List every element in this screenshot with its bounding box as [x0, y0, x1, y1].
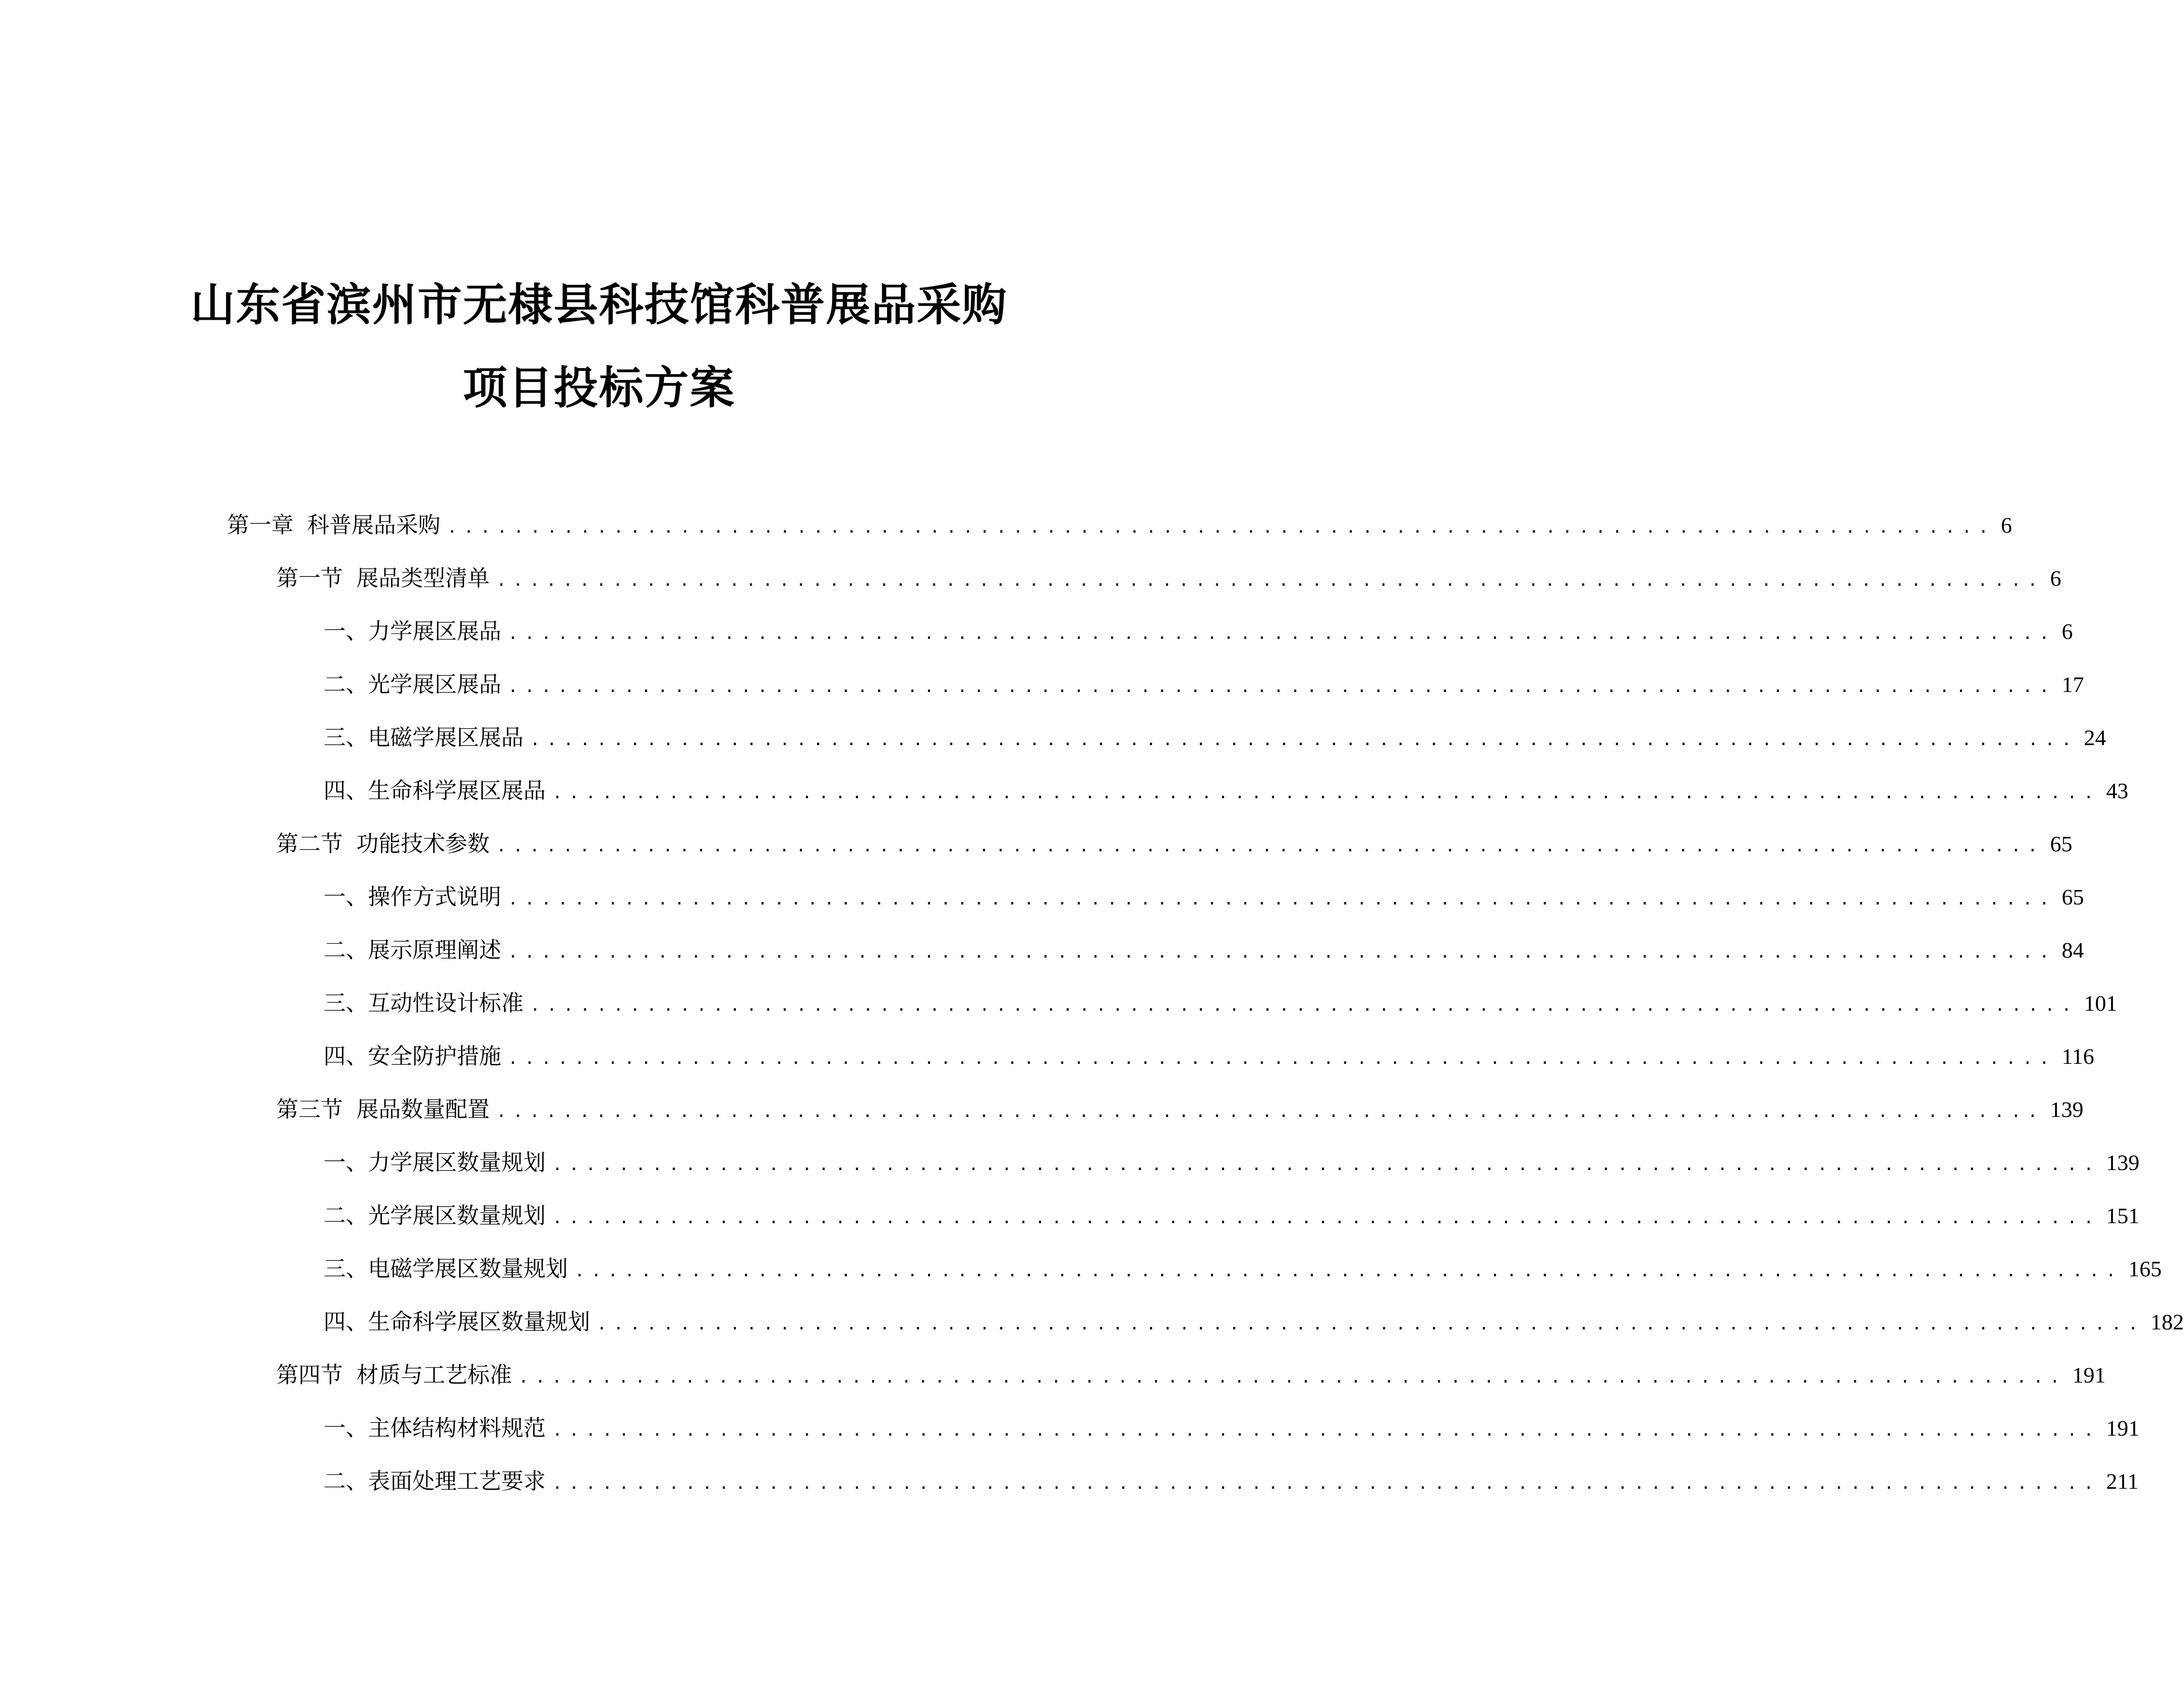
toc-entry-number: 二、	[324, 937, 368, 963]
toc-entry-item[interactable]	[324, 614, 2073, 648]
toc-entry-section-3[interactable]	[276, 1092, 2084, 1126]
toc-entry-title: 科普展品采购	[307, 512, 440, 538]
toc-entry-number: 四、	[324, 1043, 368, 1069]
toc-dot-leader: .............................................................................................	[508, 624, 2056, 643]
toc-entry-title: 互动性设计标准	[368, 990, 523, 1016]
toc-entry-number: 一、	[324, 1149, 368, 1175]
toc-entry-title: 光学展区数量规划	[368, 1202, 546, 1228]
toc-entry-section-4[interactable]	[276, 1358, 2106, 1392]
toc-entry-title: 光学展区展品	[368, 671, 501, 697]
toc-entry-page-number: 65	[2061, 885, 2084, 909]
toc-entry-page-number: 6	[2061, 619, 2073, 644]
toc-entry-number: 三、	[324, 1256, 368, 1282]
toc-entry-section-1[interactable]	[276, 561, 2061, 595]
toc-entry-item[interactable]	[324, 1199, 2140, 1232]
toc-dot-leader: .............................................................................................	[552, 1474, 2100, 1493]
toc-dot-leader: .............................................................................................	[552, 1421, 2100, 1440]
toc-entry-title: 电磁学展区数量规划	[368, 1256, 568, 1282]
toc-entry-number: 第四节	[276, 1362, 343, 1388]
toc-entry-item[interactable]	[324, 933, 2084, 967]
toc-entry-number: 三、	[324, 724, 368, 750]
toc-entry-chapter-1[interactable]	[227, 508, 2012, 542]
toc-dot-leader: .............................................................................................	[496, 571, 2044, 590]
toc-entry-item[interactable]	[324, 986, 2117, 1020]
document-title-line-1: 山东省滨州市无棣县科技馆科普展品采购	[190, 279, 1008, 331]
toc-entry-number: 三、	[324, 990, 368, 1016]
toc-entry-page-number: 116	[2061, 1044, 2094, 1069]
toc-dot-leader: .............................................................................................	[508, 1049, 2056, 1068]
toc-entry-page-number: 139	[2106, 1150, 2140, 1175]
toc-entry-title: 主体结构材料规范	[368, 1415, 546, 1441]
toc-entry-page-number: 43	[2106, 778, 2128, 803]
toc-entry-item[interactable]	[324, 880, 2084, 914]
toc-entry-page-number: 6	[2050, 566, 2061, 591]
toc-entry-page-number: 211	[2106, 1469, 2139, 1494]
toc-entry-title: 电磁学展区展品	[368, 724, 523, 750]
toc-dot-leader: .............................................................................................	[496, 1102, 2044, 1121]
toc-dot-leader: .............................................................................................	[447, 518, 1995, 537]
toc-dot-leader: .............................................................................................	[508, 943, 2056, 962]
toc-entry-number: 四、	[324, 777, 368, 804]
toc-entry-item[interactable]	[324, 1252, 2162, 1285]
toc-entry-item[interactable]	[324, 1464, 2139, 1498]
toc-entry-number: 一、	[324, 1415, 368, 1441]
toc-entry-number: 一、	[324, 618, 368, 644]
toc-entry-item[interactable]	[324, 1305, 2184, 1339]
toc-entry-page-number: 191	[2106, 1416, 2140, 1440]
toc-dot-leader: .............................................................................................	[552, 1155, 2100, 1174]
toc-entry-page-number: 84	[2061, 938, 2084, 962]
toc-entry-page-number: 101	[2084, 991, 2117, 1016]
toc-dot-leader: .............................................................................................	[508, 677, 2056, 696]
toc-entry-number: 第一章	[227, 512, 294, 538]
toc-entry-title: 材质与工艺标准	[356, 1362, 512, 1388]
toc-entry-item[interactable]	[324, 1039, 2094, 1073]
toc-dot-leader: .............................................................................................	[552, 1208, 2100, 1228]
toc-dot-leader: .............................................................................................	[508, 889, 2056, 909]
toc-dot-leader: .............................................................................................	[530, 730, 2078, 749]
toc-entry-page-number: 151	[2106, 1203, 2140, 1228]
toc-entry-page-number: 24	[2084, 725, 2106, 750]
toc-dot-leader: .............................................................................................	[552, 783, 2100, 803]
toc-entry-page-number: 6	[2001, 513, 2012, 537]
toc-entry-title: 展示原理阐述	[368, 937, 501, 963]
document-title-line-2: 项目投标方案	[463, 362, 735, 414]
toc-entry-item[interactable]	[324, 1145, 2140, 1179]
toc-entry-number: 第二节	[276, 831, 343, 857]
toc-entry-item[interactable]	[324, 1411, 2140, 1445]
toc-entry-title: 展品类型清单	[356, 565, 490, 591]
toc-entry-title: 安全防护措施	[368, 1043, 501, 1069]
toc-entry-number: 二、	[324, 671, 368, 697]
toc-dot-leader: .............................................................................................	[530, 996, 2078, 1015]
toc-entry-number: 二、	[324, 1202, 368, 1228]
toc-entry-item[interactable]	[324, 720, 2106, 754]
toc-dot-leader: .............................................................................................	[519, 1368, 2067, 1387]
toc-entry-number: 第三节	[276, 1096, 343, 1122]
toc-dot-leader: .............................................................................................	[575, 1261, 2123, 1281]
toc-entry-page-number: 17	[2061, 672, 2084, 697]
toc-entry-title: 表面处理工艺要求	[368, 1468, 546, 1494]
toc-entry-title: 生命科学展区数量规划	[368, 1309, 590, 1335]
toc-entry-page-number: 165	[2128, 1256, 2162, 1281]
toc-entry-number: 二、	[324, 1468, 368, 1494]
toc-entry-item[interactable]	[324, 774, 2128, 807]
toc-entry-page-number: 182	[2150, 1310, 2184, 1334]
toc-entry-page-number: 65	[2050, 832, 2072, 856]
toc-entry-number: 第一节	[276, 565, 343, 591]
toc-entry-title: 操作方式说明	[368, 884, 501, 910]
toc-dot-leader: .............................................................................................	[496, 836, 2044, 856]
toc-entry-section-2[interactable]	[276, 827, 2072, 861]
toc-entry-item[interactable]	[324, 667, 2084, 701]
toc-entry-number: 四、	[324, 1309, 368, 1335]
toc-entry-title: 功能技术参数	[356, 831, 490, 857]
toc-entry-title: 力学展区展品	[368, 618, 501, 644]
toc-entry-page-number: 191	[2072, 1363, 2106, 1387]
toc-entry-title: 力学展区数量规划	[368, 1149, 546, 1175]
toc-entry-title: 生命科学展区展品	[368, 777, 546, 804]
toc-entry-number: 一、	[324, 884, 368, 910]
toc-dot-leader: .............................................................................................	[597, 1314, 2145, 1334]
toc-entry-title: 展品数量配置	[356, 1096, 490, 1122]
toc-entry-page-number: 139	[2050, 1097, 2084, 1122]
